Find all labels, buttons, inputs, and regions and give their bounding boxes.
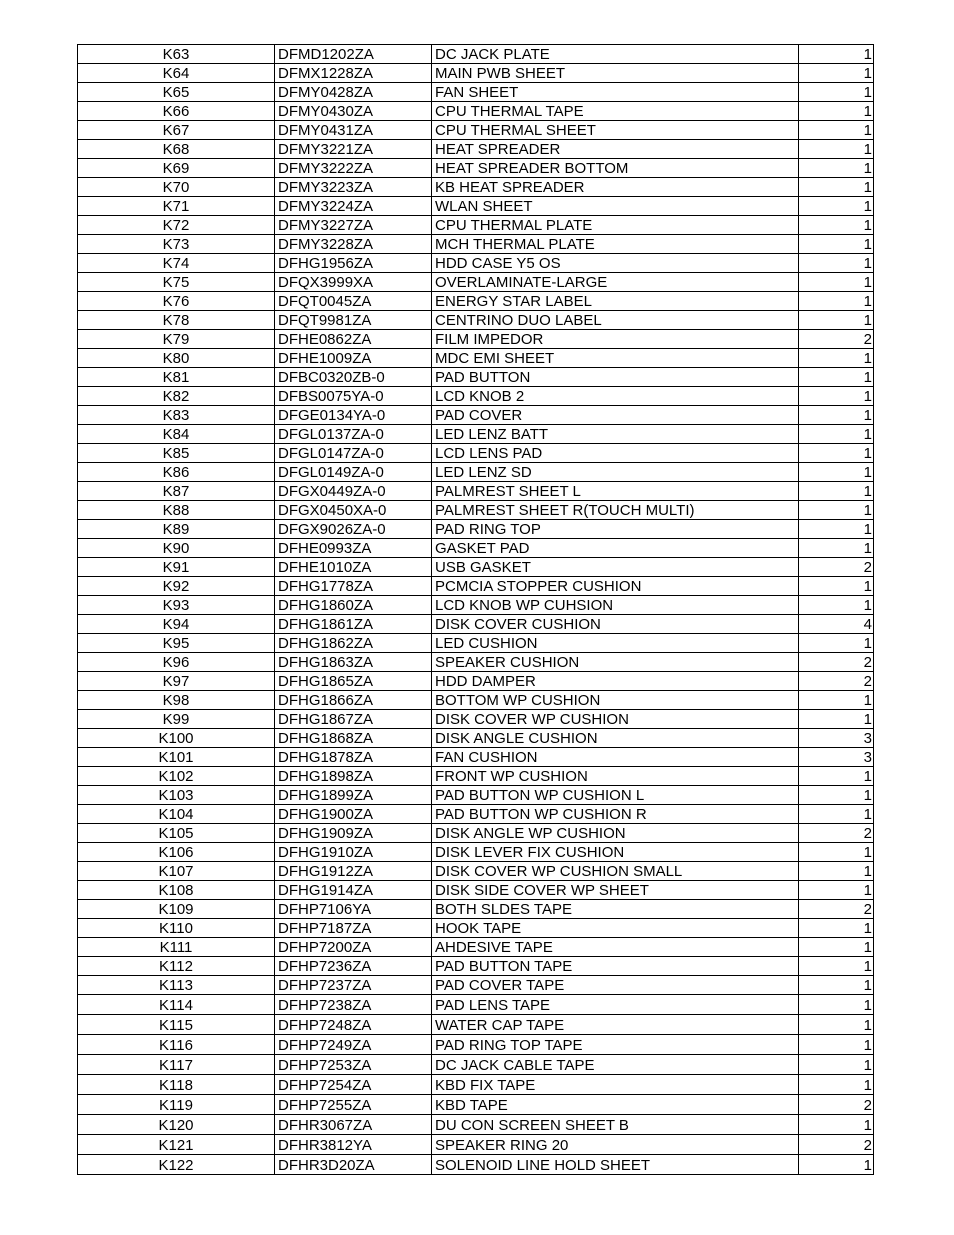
- ref-cell: K94: [78, 615, 275, 634]
- part-number-cell: DFHP7254ZA: [275, 1075, 432, 1095]
- part-number-cell: DFMY3228ZA: [275, 235, 432, 254]
- part-number-cell: DFHP7248ZA: [275, 1015, 432, 1035]
- ref-cell: K92: [78, 577, 275, 596]
- description-cell: PCMCIA STOPPER CUSHION: [432, 577, 799, 596]
- ref-cell: K106: [78, 843, 275, 862]
- quantity-cell: 1: [799, 292, 874, 311]
- table-row: [78, 121, 874, 140]
- ref-cell: K115: [78, 1015, 275, 1035]
- table-row: [78, 64, 874, 83]
- table-row: [78, 539, 874, 558]
- table-row: [78, 1035, 874, 1055]
- part-number-cell: DFMD1202ZA: [275, 45, 432, 64]
- part-number-cell: DFQX3999XA: [275, 273, 432, 292]
- description-cell: PAD RING TOP: [432, 520, 799, 539]
- description-cell: HDD DAMPER: [432, 672, 799, 691]
- description-cell: PAD BUTTON WP CUSHION L: [432, 786, 799, 805]
- description-cell: HDD CASE Y5 OS: [432, 254, 799, 273]
- table-row: [78, 577, 874, 596]
- table-row: [78, 805, 874, 824]
- ref-cell: K83: [78, 406, 275, 425]
- ref-cell: K122: [78, 1155, 275, 1175]
- quantity-cell: 1: [799, 406, 874, 425]
- description-cell: LED CUSHION: [432, 634, 799, 653]
- table-row: [78, 273, 874, 292]
- description-cell: MAIN PWB SHEET: [432, 64, 799, 83]
- table-row: [78, 558, 874, 577]
- part-number-cell: DFHE1010ZA: [275, 558, 432, 577]
- quantity-cell: 1: [799, 957, 874, 976]
- table-row: [78, 767, 874, 786]
- quantity-cell: 3: [799, 729, 874, 748]
- ref-cell: K66: [78, 102, 275, 121]
- description-cell: MDC EMI SHEET: [432, 349, 799, 368]
- table-row: [78, 596, 874, 615]
- part-number-cell: DFHR3D20ZA: [275, 1155, 432, 1175]
- table-row: [78, 178, 874, 197]
- ref-cell: K99: [78, 710, 275, 729]
- description-cell: CENTRINO DUO LABEL: [432, 311, 799, 330]
- description-cell: MCH THERMAL PLATE: [432, 235, 799, 254]
- part-number-cell: DFGL0137ZA-0: [275, 425, 432, 444]
- part-number-cell: DFHP7238ZA: [275, 995, 432, 1015]
- table-row: [78, 102, 874, 121]
- ref-cell: K105: [78, 824, 275, 843]
- quantity-cell: 1: [799, 976, 874, 995]
- quantity-cell: 1: [799, 368, 874, 387]
- description-cell: PALMREST SHEET R(TOUCH MULTI): [432, 501, 799, 520]
- description-cell: DC JACK PLATE: [432, 45, 799, 64]
- part-number-cell: DFMY3221ZA: [275, 140, 432, 159]
- table-row: [78, 824, 874, 843]
- quantity-cell: 1: [799, 862, 874, 881]
- ref-cell: K111: [78, 938, 275, 957]
- part-number-cell: DFHP7236ZA: [275, 957, 432, 976]
- table-row: [78, 1015, 874, 1035]
- ref-cell: K110: [78, 919, 275, 938]
- table-row: [78, 368, 874, 387]
- table-row: [78, 634, 874, 653]
- description-cell: SPEAKER RING 20: [432, 1135, 799, 1155]
- part-number-cell: DFHR3812YA: [275, 1135, 432, 1155]
- part-number-cell: DFHP7255ZA: [275, 1095, 432, 1115]
- description-cell: KB HEAT SPREADER: [432, 178, 799, 197]
- quantity-cell: 2: [799, 824, 874, 843]
- part-number-cell: DFQT9981ZA: [275, 311, 432, 330]
- table-row: [78, 1115, 874, 1135]
- quantity-cell: 1: [799, 425, 874, 444]
- table-row: [78, 672, 874, 691]
- ref-cell: K108: [78, 881, 275, 900]
- part-number-cell: DFMY0430ZA: [275, 102, 432, 121]
- part-number-cell: DFHP7253ZA: [275, 1055, 432, 1075]
- table-row: [78, 710, 874, 729]
- ref-cell: K112: [78, 957, 275, 976]
- part-number-cell: DFMY3222ZA: [275, 159, 432, 178]
- table-row: [78, 786, 874, 805]
- quantity-cell: 1: [799, 235, 874, 254]
- description-cell: PAD BUTTON: [432, 368, 799, 387]
- description-cell: DISK ANGLE WP CUSHION: [432, 824, 799, 843]
- quantity-cell: 1: [799, 1015, 874, 1035]
- table-row: [78, 463, 874, 482]
- quantity-cell: 1: [799, 121, 874, 140]
- quantity-cell: 1: [799, 1155, 874, 1175]
- ref-cell: K95: [78, 634, 275, 653]
- quantity-cell: 1: [799, 501, 874, 520]
- part-number-cell: DFHG1910ZA: [275, 843, 432, 862]
- description-cell: LCD KNOB WP CUHSION: [432, 596, 799, 615]
- quantity-cell: 1: [799, 311, 874, 330]
- part-number-cell: DFHE1009ZA: [275, 349, 432, 368]
- quantity-cell: 1: [799, 463, 874, 482]
- part-number-cell: DFHG1900ZA: [275, 805, 432, 824]
- quantity-cell: 1: [799, 197, 874, 216]
- part-number-cell: DFHG1862ZA: [275, 634, 432, 653]
- table-row: [78, 349, 874, 368]
- ref-cell: K80: [78, 349, 275, 368]
- part-number-cell: DFHG1914ZA: [275, 881, 432, 900]
- quantity-cell: 1: [799, 349, 874, 368]
- ref-cell: K102: [78, 767, 275, 786]
- description-cell: PALMREST SHEET L: [432, 482, 799, 501]
- part-number-cell: DFHE0993ZA: [275, 539, 432, 558]
- table-row: [78, 919, 874, 938]
- description-cell: DU CON SCREEN SHEET B: [432, 1115, 799, 1135]
- quantity-cell: 1: [799, 520, 874, 539]
- description-cell: SOLENOID LINE HOLD SHEET: [432, 1155, 799, 1175]
- quantity-cell: 2: [799, 653, 874, 672]
- ref-cell: K81: [78, 368, 275, 387]
- description-cell: PAD BUTTON WP CUSHION R: [432, 805, 799, 824]
- description-cell: FAN SHEET: [432, 83, 799, 102]
- quantity-cell: 1: [799, 691, 874, 710]
- table-row: [78, 881, 874, 900]
- ref-cell: K79: [78, 330, 275, 349]
- description-cell: PAD COVER TAPE: [432, 976, 799, 995]
- part-number-cell: DFHG1865ZA: [275, 672, 432, 691]
- table-row: [78, 843, 874, 862]
- part-number-cell: DFMY3227ZA: [275, 216, 432, 235]
- part-number-cell: DFGX0450XA-0: [275, 501, 432, 520]
- table-row: [78, 482, 874, 501]
- table-row: [78, 520, 874, 539]
- table-row: [78, 159, 874, 178]
- ref-cell: K86: [78, 463, 275, 482]
- quantity-cell: 2: [799, 900, 874, 919]
- quantity-cell: 1: [799, 273, 874, 292]
- table-row: [78, 501, 874, 520]
- description-cell: KBD TAPE: [432, 1095, 799, 1115]
- ref-cell: K70: [78, 178, 275, 197]
- description-cell: DISK LEVER FIX CUSHION: [432, 843, 799, 862]
- table-row: [78, 444, 874, 463]
- quantity-cell: 1: [799, 178, 874, 197]
- quantity-cell: 1: [799, 767, 874, 786]
- ref-cell: K103: [78, 786, 275, 805]
- table-row: [78, 1155, 874, 1175]
- description-cell: GASKET PAD: [432, 539, 799, 558]
- ref-cell: K87: [78, 482, 275, 501]
- description-cell: LCD LENS PAD: [432, 444, 799, 463]
- quantity-cell: 1: [799, 159, 874, 178]
- quantity-cell: 2: [799, 1135, 874, 1155]
- description-cell: CPU THERMAL PLATE: [432, 216, 799, 235]
- table-row: [78, 995, 874, 1015]
- part-number-cell: DFBC0320ZB-0: [275, 368, 432, 387]
- description-cell: DISK COVER WP CUSHION: [432, 710, 799, 729]
- part-number-cell: DFGX0449ZA-0: [275, 482, 432, 501]
- table-row: [78, 691, 874, 710]
- ref-cell: K72: [78, 216, 275, 235]
- quantity-cell: 2: [799, 330, 874, 349]
- table-row: [78, 615, 874, 634]
- quantity-cell: 1: [799, 482, 874, 501]
- part-number-cell: DFMY3224ZA: [275, 197, 432, 216]
- part-number-cell: DFMY3223ZA: [275, 178, 432, 197]
- part-number-cell: DFGL0149ZA-0: [275, 463, 432, 482]
- description-cell: FAN CUSHION: [432, 748, 799, 767]
- table-row: [78, 406, 874, 425]
- description-cell: DC JACK CABLE TAPE: [432, 1055, 799, 1075]
- ref-cell: K101: [78, 748, 275, 767]
- table-row: [78, 425, 874, 444]
- description-cell: DISK SIDE COVER WP SHEET: [432, 881, 799, 900]
- part-number-cell: DFMY0431ZA: [275, 121, 432, 140]
- ref-cell: K98: [78, 691, 275, 710]
- quantity-cell: 1: [799, 539, 874, 558]
- part-number-cell: DFHR3067ZA: [275, 1115, 432, 1135]
- part-number-cell: DFBS0075YA-0: [275, 387, 432, 406]
- part-number-cell: DFHG1878ZA: [275, 748, 432, 767]
- ref-cell: K75: [78, 273, 275, 292]
- quantity-cell: 1: [799, 843, 874, 862]
- quantity-cell: 2: [799, 672, 874, 691]
- quantity-cell: 1: [799, 45, 874, 64]
- quantity-cell: 1: [799, 577, 874, 596]
- description-cell: DISK ANGLE CUSHION: [432, 729, 799, 748]
- ref-cell: K69: [78, 159, 275, 178]
- ref-cell: K117: [78, 1055, 275, 1075]
- table-row: [78, 311, 874, 330]
- ref-cell: K89: [78, 520, 275, 539]
- parts-table-body: [78, 45, 874, 1175]
- description-cell: LED LENZ BATT: [432, 425, 799, 444]
- description-cell: SPEAKER CUSHION: [432, 653, 799, 672]
- description-cell: USB GASKET: [432, 558, 799, 577]
- description-cell: FILM IMPEDOR: [432, 330, 799, 349]
- quantity-cell: 1: [799, 387, 874, 406]
- description-cell: PAD RING TOP TAPE: [432, 1035, 799, 1055]
- quantity-cell: 1: [799, 596, 874, 615]
- ref-cell: K88: [78, 501, 275, 520]
- ref-cell: K84: [78, 425, 275, 444]
- quantity-cell: 2: [799, 558, 874, 577]
- ref-cell: K116: [78, 1035, 275, 1055]
- part-number-cell: DFMX1228ZA: [275, 64, 432, 83]
- description-cell: PAD LENS TAPE: [432, 995, 799, 1015]
- quantity-cell: 3: [799, 748, 874, 767]
- quantity-cell: 1: [799, 64, 874, 83]
- ref-cell: K90: [78, 539, 275, 558]
- ref-cell: K73: [78, 235, 275, 254]
- quantity-cell: 1: [799, 140, 874, 159]
- description-cell: DISK COVER CUSHION: [432, 615, 799, 634]
- table-row: [78, 140, 874, 159]
- part-number-cell: DFMY0428ZA: [275, 83, 432, 102]
- description-cell: KBD FIX TAPE: [432, 1075, 799, 1095]
- description-cell: LCD KNOB 2: [432, 387, 799, 406]
- part-number-cell: DFHG1866ZA: [275, 691, 432, 710]
- description-cell: HEAT SPREADER BOTTOM: [432, 159, 799, 178]
- ref-cell: K64: [78, 64, 275, 83]
- quantity-cell: 1: [799, 919, 874, 938]
- quantity-cell: 1: [799, 1115, 874, 1135]
- table-row: [78, 235, 874, 254]
- part-number-cell: DFHG1861ZA: [275, 615, 432, 634]
- part-number-cell: DFQT0045ZA: [275, 292, 432, 311]
- ref-cell: K71: [78, 197, 275, 216]
- ref-cell: K91: [78, 558, 275, 577]
- ref-cell: K65: [78, 83, 275, 102]
- table-row: [78, 1135, 874, 1155]
- table-row: [78, 862, 874, 881]
- part-number-cell: DFHP7237ZA: [275, 976, 432, 995]
- quantity-cell: 1: [799, 786, 874, 805]
- table-row: [78, 387, 874, 406]
- ref-cell: K121: [78, 1135, 275, 1155]
- part-number-cell: DFHG1860ZA: [275, 596, 432, 615]
- ref-cell: K85: [78, 444, 275, 463]
- quantity-cell: 1: [799, 83, 874, 102]
- part-number-cell: DFHE0862ZA: [275, 330, 432, 349]
- description-cell: PAD BUTTON TAPE: [432, 957, 799, 976]
- ref-cell: K118: [78, 1075, 275, 1095]
- table-row: [78, 254, 874, 273]
- quantity-cell: 1: [799, 1055, 874, 1075]
- table-row: [78, 900, 874, 919]
- table-row: [78, 653, 874, 672]
- ref-cell: K107: [78, 862, 275, 881]
- ref-cell: K120: [78, 1115, 275, 1135]
- ref-cell: K119: [78, 1095, 275, 1115]
- ref-cell: K78: [78, 311, 275, 330]
- part-number-cell: DFHG1899ZA: [275, 786, 432, 805]
- description-cell: WATER CAP TAPE: [432, 1015, 799, 1035]
- parts-list-table: [77, 44, 874, 1175]
- description-cell: LED LENZ SD: [432, 463, 799, 482]
- table-row: [78, 729, 874, 748]
- description-cell: ENERGY STAR LABEL: [432, 292, 799, 311]
- ref-cell: K96: [78, 653, 275, 672]
- table-row: [78, 957, 874, 976]
- part-number-cell: DFHG1898ZA: [275, 767, 432, 786]
- table-row: [78, 976, 874, 995]
- part-number-cell: DFGL0147ZA-0: [275, 444, 432, 463]
- part-number-cell: DFHG1956ZA: [275, 254, 432, 273]
- ref-cell: K67: [78, 121, 275, 140]
- quantity-cell: 1: [799, 710, 874, 729]
- table-row: [78, 330, 874, 349]
- ref-cell: K97: [78, 672, 275, 691]
- part-number-cell: DFHG1863ZA: [275, 653, 432, 672]
- description-cell: BOTTOM WP CUSHION: [432, 691, 799, 710]
- part-number-cell: DFHG1868ZA: [275, 729, 432, 748]
- part-number-cell: DFGE0134YA-0: [275, 406, 432, 425]
- description-cell: HOOK TAPE: [432, 919, 799, 938]
- table-row: [78, 1075, 874, 1095]
- quantity-cell: 1: [799, 634, 874, 653]
- ref-cell: K113: [78, 976, 275, 995]
- table-row: [78, 83, 874, 102]
- quantity-cell: 1: [799, 995, 874, 1015]
- description-cell: OVERLAMINATE-LARGE: [432, 273, 799, 292]
- quantity-cell: 1: [799, 444, 874, 463]
- description-cell: CPU THERMAL SHEET: [432, 121, 799, 140]
- part-number-cell: DFHG1867ZA: [275, 710, 432, 729]
- description-cell: CPU THERMAL TAPE: [432, 102, 799, 121]
- ref-cell: K74: [78, 254, 275, 273]
- quantity-cell: 1: [799, 102, 874, 121]
- ref-cell: K114: [78, 995, 275, 1015]
- part-number-cell: DFGX9026ZA-0: [275, 520, 432, 539]
- part-number-cell: DFHG1912ZA: [275, 862, 432, 881]
- quantity-cell: 1: [799, 881, 874, 900]
- part-number-cell: DFHP7249ZA: [275, 1035, 432, 1055]
- description-cell: PAD COVER: [432, 406, 799, 425]
- ref-cell: K93: [78, 596, 275, 615]
- ref-cell: K109: [78, 900, 275, 919]
- description-cell: FRONT WP CUSHION: [432, 767, 799, 786]
- table-row: [78, 197, 874, 216]
- part-number-cell: DFHP7200ZA: [275, 938, 432, 957]
- description-cell: BOTH SLDES TAPE: [432, 900, 799, 919]
- table-row: [78, 938, 874, 957]
- ref-cell: K68: [78, 140, 275, 159]
- ref-cell: K100: [78, 729, 275, 748]
- quantity-cell: 1: [799, 805, 874, 824]
- quantity-cell: 2: [799, 1095, 874, 1115]
- description-cell: WLAN SHEET: [432, 197, 799, 216]
- ref-cell: K63: [78, 45, 275, 64]
- part-number-cell: DFHP7106YA: [275, 900, 432, 919]
- part-number-cell: DFHG1909ZA: [275, 824, 432, 843]
- quantity-cell: 1: [799, 1075, 874, 1095]
- table-row: [78, 1095, 874, 1115]
- quantity-cell: 1: [799, 938, 874, 957]
- description-cell: HEAT SPREADER: [432, 140, 799, 159]
- part-number-cell: DFHP7187ZA: [275, 919, 432, 938]
- description-cell: DISK COVER WP CUSHION SMALL: [432, 862, 799, 881]
- table-row: [78, 216, 874, 235]
- quantity-cell: 1: [799, 254, 874, 273]
- table-row: [78, 292, 874, 311]
- ref-cell: K104: [78, 805, 275, 824]
- ref-cell: K82: [78, 387, 275, 406]
- table-row: [78, 45, 874, 64]
- table-row: [78, 748, 874, 767]
- quantity-cell: 1: [799, 1035, 874, 1055]
- quantity-cell: 1: [799, 216, 874, 235]
- part-number-cell: DFHG1778ZA: [275, 577, 432, 596]
- ref-cell: K76: [78, 292, 275, 311]
- quantity-cell: 4: [799, 615, 874, 634]
- description-cell: AHDESIVE TAPE: [432, 938, 799, 957]
- table-row: [78, 1055, 874, 1075]
